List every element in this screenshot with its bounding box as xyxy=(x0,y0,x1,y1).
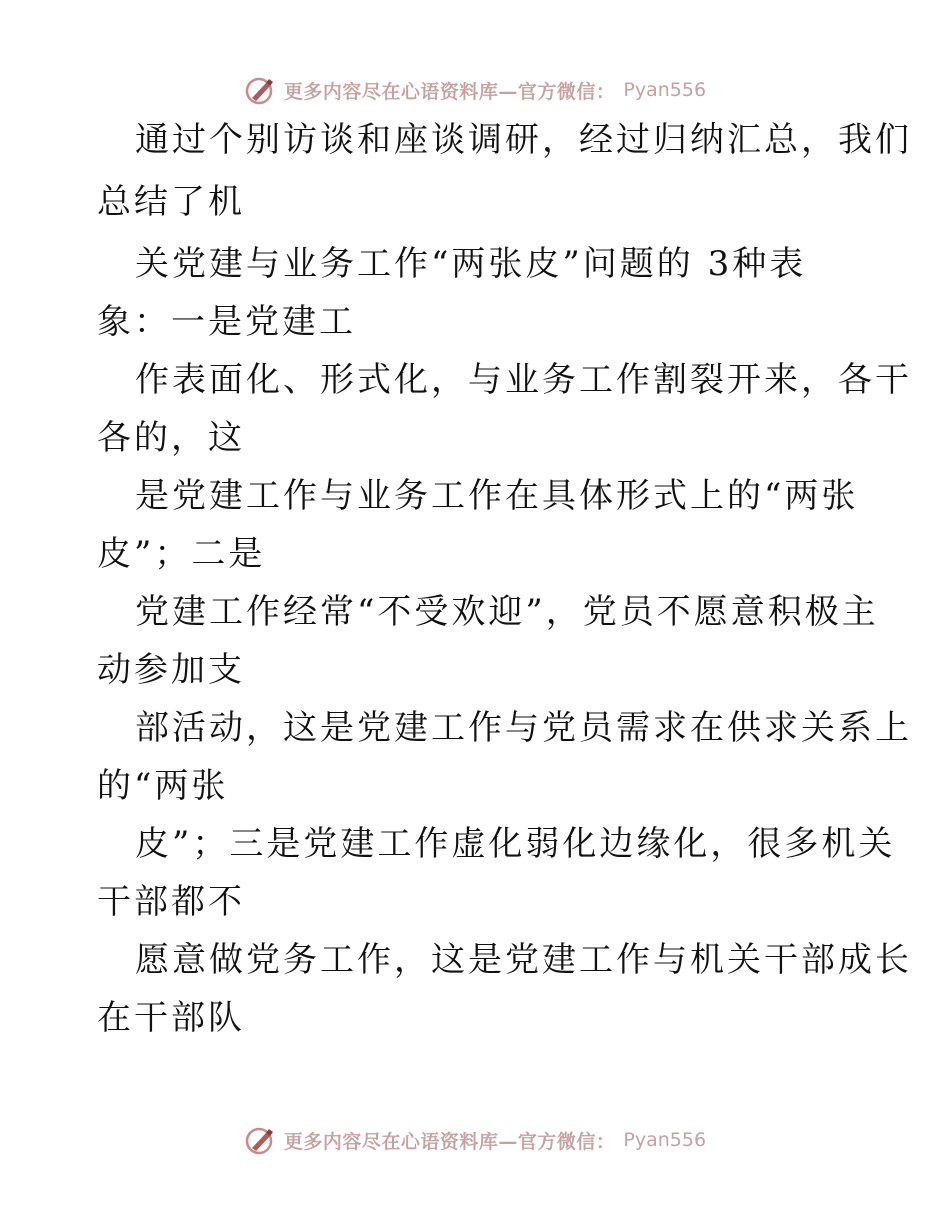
text-line: 动参加支 xyxy=(97,650,245,690)
text-line: 皮”；三是党建工作虚化弱化边缘化，很多机关 xyxy=(135,824,896,864)
text-line: 在干部队 xyxy=(97,998,245,1038)
text-line: 愿意做党务工作，这是党建工作与机关干部成长 xyxy=(135,940,912,980)
watermark-wechat-id: Pyan556 xyxy=(623,1129,707,1151)
pen-logo-icon xyxy=(244,1124,276,1156)
watermark-wechat-id: Pyan556 xyxy=(623,79,707,101)
text-line: 的“两张 xyxy=(97,766,229,806)
text-line: 党建工作经常“不受欢迎”，党员不愿意积极主 xyxy=(135,592,879,632)
text-line: 部活动，这是党建工作与党员需求在供求关系上 xyxy=(135,708,912,748)
text-line: 是党建工作与业务工作在具体形式上的“两张 xyxy=(135,476,859,516)
footer-watermark xyxy=(0,1120,950,1160)
text-line: 作表面化、形式化，与业务工作割裂开来，各干 xyxy=(135,360,912,400)
header-watermark xyxy=(0,70,950,110)
text-line: 各的，这 xyxy=(97,418,245,458)
text-line: 总结了机 xyxy=(97,182,245,222)
pen-logo-icon xyxy=(244,74,276,106)
watermark-text: 更多内容尽在心语资料库—官方微信： xyxy=(283,1130,616,1153)
text-line: 皮”；二是 xyxy=(97,534,266,574)
text-line: 干部都不 xyxy=(97,882,245,922)
text-line: 象：一是党建工 xyxy=(97,302,356,342)
text-line: 通过个别访谈和座谈调研，经过归纳汇总，我们 xyxy=(135,120,912,160)
text-line: 关党建与业务工作“两张皮”问题的 3种表 xyxy=(135,244,807,284)
watermark-text: 更多内容尽在心语资料库—官方微信： xyxy=(283,80,616,103)
